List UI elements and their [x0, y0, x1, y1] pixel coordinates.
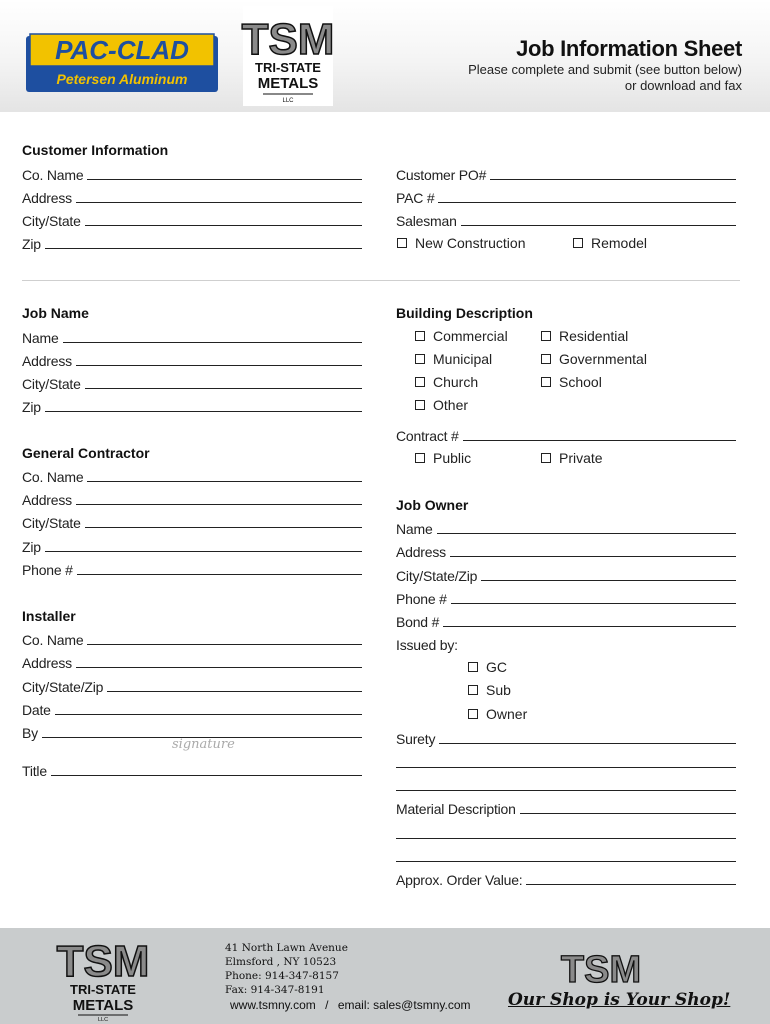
job-address-field[interactable] [22, 351, 362, 369]
address-line1: 41 North Lawn Avenue [225, 942, 348, 954]
phone-line: Phone: 914-347-8157 [225, 970, 339, 982]
field-label: Address [22, 353, 72, 369]
installer-title-field[interactable] [22, 761, 362, 779]
tsm-letters: TSM [241, 15, 335, 64]
field-label: Address [22, 492, 72, 508]
checkbox-label: GC [486, 659, 507, 675]
gc-address-field[interactable] [22, 490, 362, 508]
field-label: Name [396, 521, 433, 537]
field-label: Name [22, 330, 59, 346]
field-label: Zip [22, 399, 41, 415]
installer-co-name-field[interactable] [22, 630, 362, 648]
footer-tsm-line1: TRI-STATE [70, 982, 136, 997]
material-blank-line[interactable] [396, 838, 736, 839]
checkbox-icon [541, 377, 551, 387]
field-label: Address [22, 655, 72, 671]
owner-city-state-zip-field[interactable] [396, 566, 736, 584]
customer-address-field[interactable] [22, 188, 362, 206]
slogan: Our Shop is Your Shop! [508, 990, 731, 1010]
other-checkbox[interactable] [415, 397, 468, 413]
field-label: City/State/Zip [396, 568, 478, 584]
fax-line: Fax: 914-347-8191 [225, 984, 325, 996]
field-label: City/State [22, 376, 81, 392]
email-link[interactable]: email: sales@tsmny.com [337, 998, 471, 1012]
field-label: Phone # [22, 562, 73, 578]
surety-blank-line[interactable] [396, 767, 736, 768]
pacclad-logo [22, 32, 222, 94]
public-checkbox[interactable] [415, 450, 471, 466]
footer-tsm-letters: TSM [56, 937, 150, 986]
footer-tsm-mark-letters: TSM [560, 949, 642, 991]
field-label: Date [22, 702, 51, 718]
field-label: Phone # [396, 591, 447, 607]
checkbox-icon [415, 331, 425, 341]
tsm-line2: METALS [257, 75, 319, 92]
checkbox-label: Remodel [591, 235, 648, 251]
school-checkbox[interactable] [541, 374, 602, 390]
field-label: Address [396, 544, 446, 560]
address-line2: Elmsford , NY 10523 [225, 956, 337, 968]
checkbox-icon [468, 709, 478, 719]
signature-hint: signature [172, 737, 235, 752]
checkbox-label: New Construction [415, 235, 526, 251]
checkbox-icon [415, 453, 425, 463]
footer-tsm-mark [560, 944, 642, 991]
subtitle-line1: Please complete and submit (see button below) [468, 62, 742, 77]
issued-by-label [396, 635, 736, 653]
customer-po-field[interactable] [396, 165, 736, 183]
contract-number-field[interactable] [396, 426, 736, 444]
field-label: Customer PO# [396, 167, 487, 183]
gc-phone-field[interactable] [22, 560, 362, 578]
customer-co-name-field[interactable] [22, 165, 362, 183]
section-divider [22, 280, 740, 281]
pacclad-wordmark: PAC-CLAD [55, 35, 189, 65]
field-label: Contract # [396, 428, 459, 444]
checkbox-icon [541, 453, 551, 463]
checkbox-icon [468, 662, 478, 672]
checkbox-icon [541, 354, 551, 364]
checkbox-label: Private [559, 450, 603, 466]
field-label: PAC # [396, 190, 435, 206]
checkbox-icon [573, 238, 583, 248]
customer-zip-field[interactable] [22, 234, 362, 252]
field-label: Bond # [396, 614, 440, 630]
customer-info-heading: Customer Information [22, 142, 169, 158]
installer-address-field[interactable] [22, 653, 362, 671]
checkbox-icon [397, 238, 407, 248]
field-label: Zip [22, 539, 41, 555]
pacclad-tagline: Petersen Aluminum [56, 71, 188, 87]
gc-zip-field[interactable] [22, 537, 362, 555]
job-name-field[interactable] [22, 328, 362, 346]
footer-tsm-logo [56, 930, 150, 1023]
job-zip-field[interactable] [22, 397, 362, 415]
pac-number-field[interactable] [396, 188, 736, 206]
job-owner-heading: Job Owner [396, 497, 469, 513]
material-description-field[interactable] [396, 799, 736, 817]
checkbox-label: Other [433, 397, 469, 413]
link-separator: / [325, 998, 329, 1012]
field-label: Salesman [396, 213, 457, 229]
field-label: Co. Name [22, 167, 84, 183]
website-link[interactable]: www.tsmny.com [230, 998, 316, 1012]
checkbox-label: Residential [559, 328, 629, 344]
title-block [468, 36, 742, 94]
field-label: Co. Name [22, 632, 84, 648]
salesman-field[interactable] [396, 211, 736, 229]
checkbox-label: Municipal [433, 351, 493, 367]
checkbox-icon [468, 685, 478, 695]
municipal-checkbox[interactable] [415, 351, 492, 367]
checkbox-icon [415, 354, 425, 364]
footer-tsm-llc: LLC [97, 1017, 109, 1023]
customer-city-state-field[interactable] [22, 211, 362, 229]
installer-date-field[interactable] [22, 700, 362, 718]
checkbox-label: Owner [486, 706, 528, 722]
gc-co-name-field[interactable] [22, 467, 362, 485]
company-address [225, 941, 348, 997]
governmental-checkbox[interactable] [541, 351, 647, 367]
job-city-state-field[interactable] [22, 374, 362, 392]
checkbox-icon [415, 400, 425, 410]
private-checkbox[interactable] [541, 450, 603, 466]
field-label: Surety [396, 731, 436, 747]
field-label: City/State [22, 515, 81, 531]
gc-city-state-field[interactable] [22, 513, 362, 531]
field-label: City/State [22, 213, 81, 229]
field-label: Issued by: [396, 637, 458, 653]
field-label: By [22, 725, 38, 741]
checkbox-label: School [559, 374, 602, 390]
surety-field[interactable] [396, 729, 736, 747]
checkbox-label: Governmental [559, 351, 647, 367]
residential-checkbox[interactable] [541, 328, 628, 344]
checkbox-icon [415, 377, 425, 387]
field-label: Material Description [396, 801, 516, 817]
material-blank-line[interactable] [396, 861, 736, 862]
checkbox-label: Sub [486, 682, 511, 698]
issued-by-owner-checkbox[interactable] [468, 706, 527, 722]
general-contractor-heading: General Contractor [22, 445, 150, 461]
owner-address-field[interactable] [396, 542, 736, 560]
remodel-checkbox[interactable] [573, 235, 647, 251]
field-label: City/State/Zip [22, 679, 104, 695]
field-label: Co. Name [22, 469, 84, 485]
field-label: Address [22, 190, 72, 206]
installer-heading: Installer [22, 608, 76, 624]
field-label: Zip [22, 236, 41, 252]
order-value-field[interactable] [396, 870, 736, 888]
contact-links [230, 998, 470, 1012]
checkbox-label: Church [433, 374, 479, 390]
tsm-line1: TRI-STATE [255, 60, 321, 75]
job-name-heading: Job Name [22, 305, 89, 321]
field-label: Approx. Order Value: [396, 872, 523, 888]
new-construction-checkbox[interactable] [397, 235, 526, 251]
checkbox-label: Public [433, 450, 472, 466]
footer-tsm-line2: METALS [72, 997, 134, 1014]
church-checkbox[interactable] [415, 374, 478, 390]
issued-by-gc-checkbox[interactable] [468, 659, 507, 675]
page-title: Job Information Sheet [516, 36, 742, 61]
installer-city-state-zip-field[interactable] [22, 677, 362, 695]
surety-blank-line[interactable] [396, 790, 736, 791]
issued-by-sub-checkbox[interactable] [468, 682, 511, 698]
building-description-heading: Building Description [396, 305, 533, 321]
field-label: Title [22, 763, 47, 779]
owner-name-field[interactable] [396, 519, 736, 537]
bond-number-field[interactable] [396, 612, 736, 630]
checkbox-label: Commercial [433, 328, 508, 344]
owner-phone-field[interactable] [396, 589, 736, 607]
checkbox-icon [541, 331, 551, 341]
commercial-checkbox[interactable] [415, 328, 508, 344]
tsm-logo [243, 6, 333, 106]
tsm-llc: LLC [282, 98, 294, 104]
subtitle-line2: or download and fax [624, 78, 742, 93]
